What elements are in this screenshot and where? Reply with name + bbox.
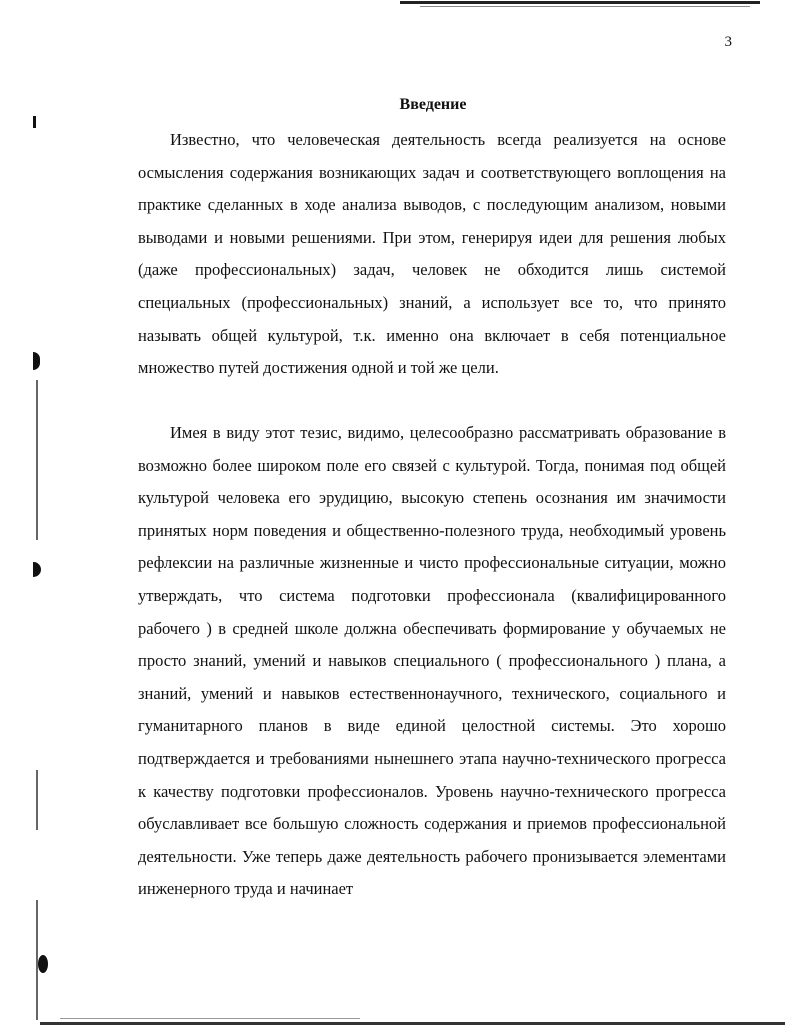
scan-edge-bottom — [40, 1022, 785, 1025]
binding-mark-3 — [33, 562, 41, 577]
binding-mark-4 — [38, 955, 48, 973]
scan-edge-top — [400, 1, 760, 4]
binding-mark-2 — [33, 352, 40, 370]
binding-mark-1 — [33, 116, 36, 128]
scan-edge-bottom-thin — [60, 1018, 360, 1019]
section-title: Введение — [399, 96, 467, 113]
paragraph-1: Известно, что человеческая деятельность всегда реализуется на основе осмысления содержания возникающих задач и соответствующего воплощения на практике сделанных в ходе анализа выводов, с последующим анализом, новыми выводами и новыми решениями. При этом, генерируя идеи для решения любых (даже профессиональных) задач, человек не обходится лишь системой специальных (профессиональных) знаний, а использует все то, что принято называть общей культурой, т.к. именно она включает в себя потенциальное множество путей достижения одной и той же цели. — [138, 130, 726, 378]
scan-edge-left-1 — [36, 380, 38, 540]
scan-edge-left-2 — [36, 770, 38, 830]
paragraph-2: Имея в виду этот тезис, видимо, целесообразно рассматривать образование в возможно более широком поле его связей с культурой. Тогда, понимая под общей культурой человека его эрудицию, высокую степень осознания им значимости принятых норм поведения и общественно-полезного труда, необходимый уровень рефлексии на различные жизненные и чисто профессиональные ситуации, можно утверждать, что система подготовки профессионала (квалифицированного рабочего ) в средней школе должна обеспечивать формирование у обучаемых не просто знаний, умений и навыков специального ( профессионального ) плана, а знаний, умений и навыков естественнонаучного, технического, социального и гуманитарного планов в виде единой целостной системы. Это хорошо подтверждается и требованиями нынешнего этапа научно-технического прогресса к качеству подготовки профессионалов. Уровень научно-технического прогресса обуславливает все большую сложность содержания и приемов профессиональной деятельности. Уже теперь даже деятельность рабочего пронизывается элементами инженерного труда и начинает — [138, 423, 726, 899]
scan-edge-top-thin — [420, 6, 750, 7]
page-number: 3 — [724, 34, 732, 50]
